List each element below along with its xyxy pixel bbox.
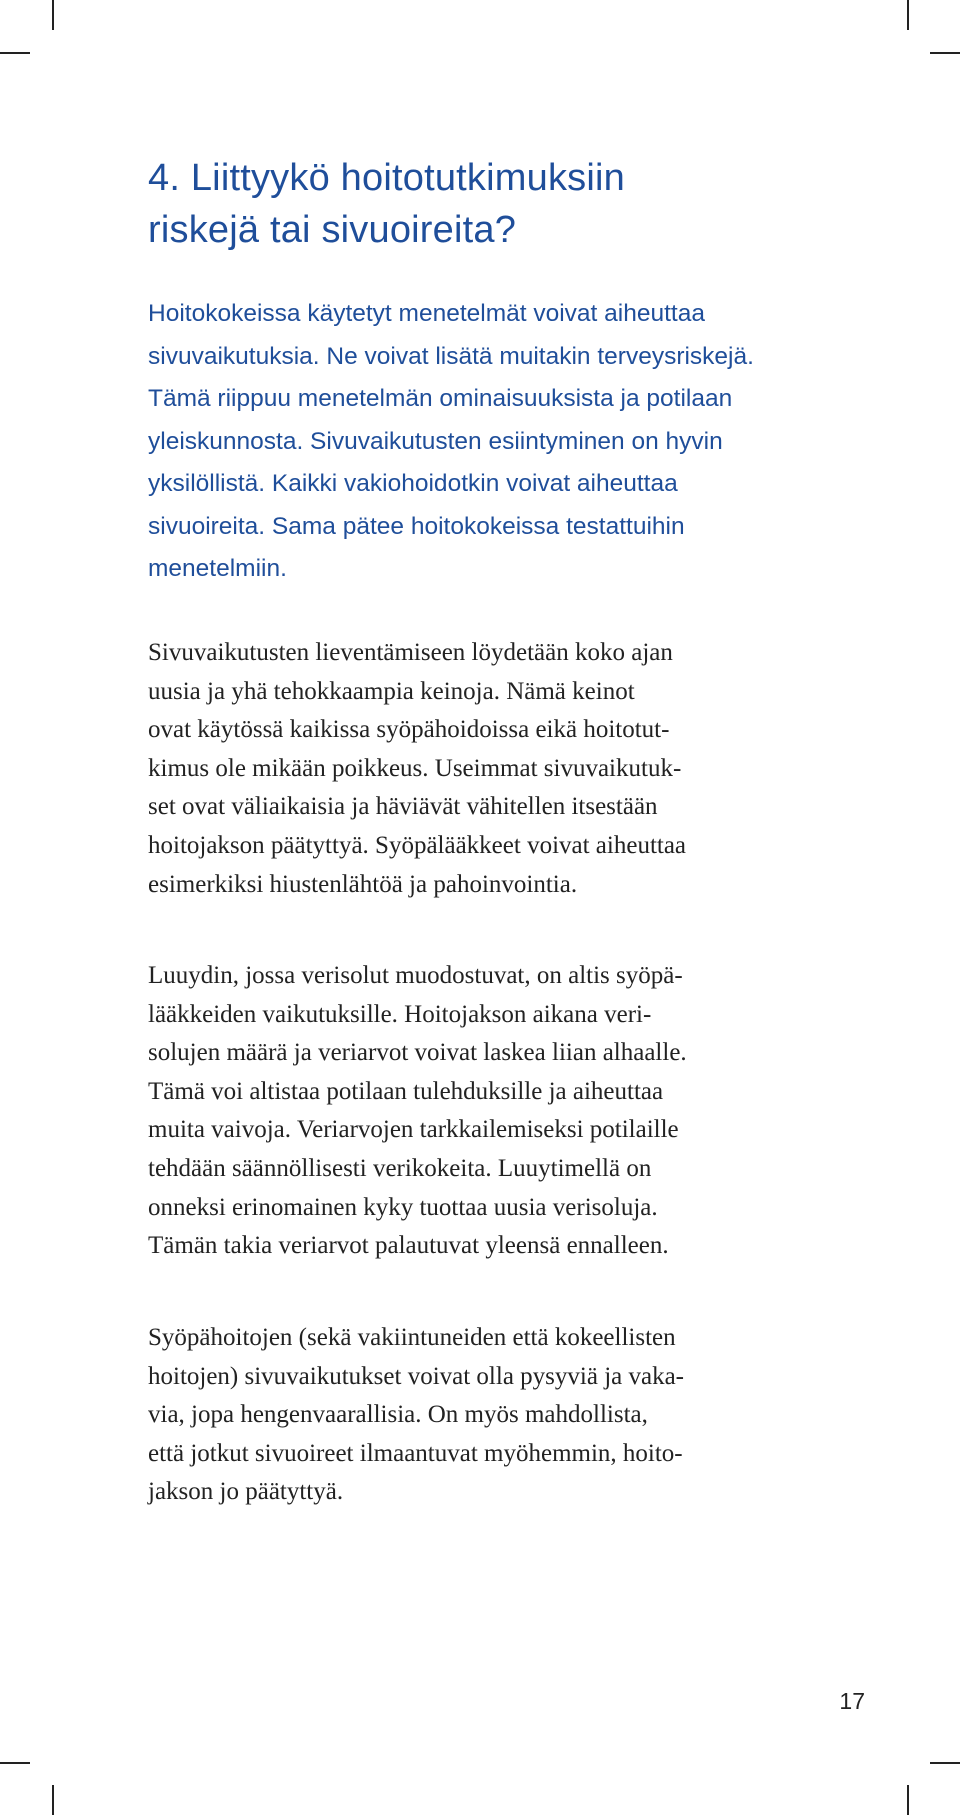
- crop-mark-top-left-vertical: [52, 0, 54, 30]
- title-line: 4. Liittyykö hoitotutkimuksiin: [148, 157, 625, 199]
- paragraph-line: Syöpähoitojen (sekä vakiintuneiden että kokeellisten: [148, 1324, 676, 1351]
- crop-mark-bottom-left-horizontal: [0, 1762, 30, 1764]
- paragraph-line: hoitojen) sivuvaikutukset voivat olla pysyviä ja vaka-: [148, 1362, 684, 1390]
- paragraph-line: Tämän takia veriarvot palautuvat yleensä ennalleen.: [148, 1232, 669, 1260]
- paragraph-line: set ovat väliaikaisia ja häviävät vähitellen itsestään: [148, 793, 658, 821]
- paragraph-line: ovat käytössä kaikissa syöpähoidoissa eikä hoitotut-: [148, 716, 670, 744]
- paragraph-line: lääkkeiden vaikutuksille. Hoitojakson aikana veri-: [148, 1000, 652, 1028]
- crop-mark-bottom-right-vertical: [907, 1785, 909, 1815]
- paragraph-line: jakson jo päätyttyä.: [148, 1478, 344, 1506]
- paragraph-line: muita vaivoja. Veriarvojen tarkkailemiseksi potilaille: [148, 1116, 679, 1144]
- crop-mark-top-right-vertical: [907, 0, 909, 30]
- title-line: riskejä tai sivuoireita?: [148, 209, 517, 251]
- paragraph-line: onneksi erinomainen kyky tuottaa uusia verisoluja.: [148, 1193, 658, 1221]
- paragraph-line: Tämä voi altistaa potilaan tulehduksille ja aiheuttaa: [148, 1077, 664, 1105]
- lead-line: yleiskunnosta. Sivuvaikutusten esiintyminen on hyvin: [148, 427, 723, 455]
- lead-line: menetelmiin.: [148, 555, 287, 582]
- crop-mark-bottom-left-vertical: [52, 1785, 54, 1815]
- lead-line: Tämä riippuu menetelmän ominaisuuksista ja potilaan: [148, 385, 733, 412]
- lead-line: yksilöllistä. Kaikki vakiohoidotkin voivat aiheuttaa: [148, 470, 678, 497]
- lead-paragraph: [148, 293, 828, 591]
- paragraph-line: solujen määrä ja veriarvot voivat laskea liian alhaalle.: [148, 1039, 687, 1067]
- paragraph-line: esimerkiksi hiustenlähtöä ja pahoinvointia.: [148, 870, 578, 898]
- lead-line: sivuoireita. Sama pätee hoitokokeissa testattuihin: [148, 512, 685, 540]
- crop-mark-top-left-horizontal: [0, 52, 30, 54]
- crop-mark-bottom-right-horizontal: [930, 1762, 960, 1764]
- paragraph-line: Sivuvaikutusten lieventämiseen löydetään koko ajan: [148, 639, 673, 666]
- body-paragraph-permanent-effects: [148, 1319, 828, 1512]
- paragraph-line: hoitojakson päätyttyä. Syöpälääkkeet voivat aiheuttaa: [148, 831, 687, 859]
- paragraph-line: kimus ole mikään poikkeus. Useimmat sivuvaikutuk-: [148, 754, 682, 782]
- paragraph-line: via, jopa hengenvaarallisia. On myös mahdollista,: [148, 1401, 648, 1429]
- crop-mark-top-right-horizontal: [930, 52, 960, 54]
- body-paragraph-bone-marrow: [148, 957, 828, 1266]
- lead-line: Hoitokokeissa käytetyt menetelmät voivat aiheuttaa: [148, 300, 705, 327]
- paragraph-line: uusia ja yhä tehokkaampia keinoja. Nämä keinot: [148, 677, 635, 705]
- page-title: [148, 152, 868, 256]
- lead-line: sivuvaikutuksia. Ne voivat lisätä muitakin terveysriskejä.: [148, 342, 754, 370]
- paragraph-line: tehdään säännöllisesti verikokeita. Luuytimellä on: [148, 1154, 652, 1182]
- paragraph-line: Luuydin, jossa verisolut muodostuvat, on altis syöpä-: [148, 962, 683, 989]
- page-number: 17: [839, 1688, 865, 1714]
- paragraph-line: että jotkut sivuoireet ilmaantuvat myöhemmin, hoito-: [148, 1439, 683, 1467]
- body-paragraph-side-effect-relief: [148, 634, 828, 904]
